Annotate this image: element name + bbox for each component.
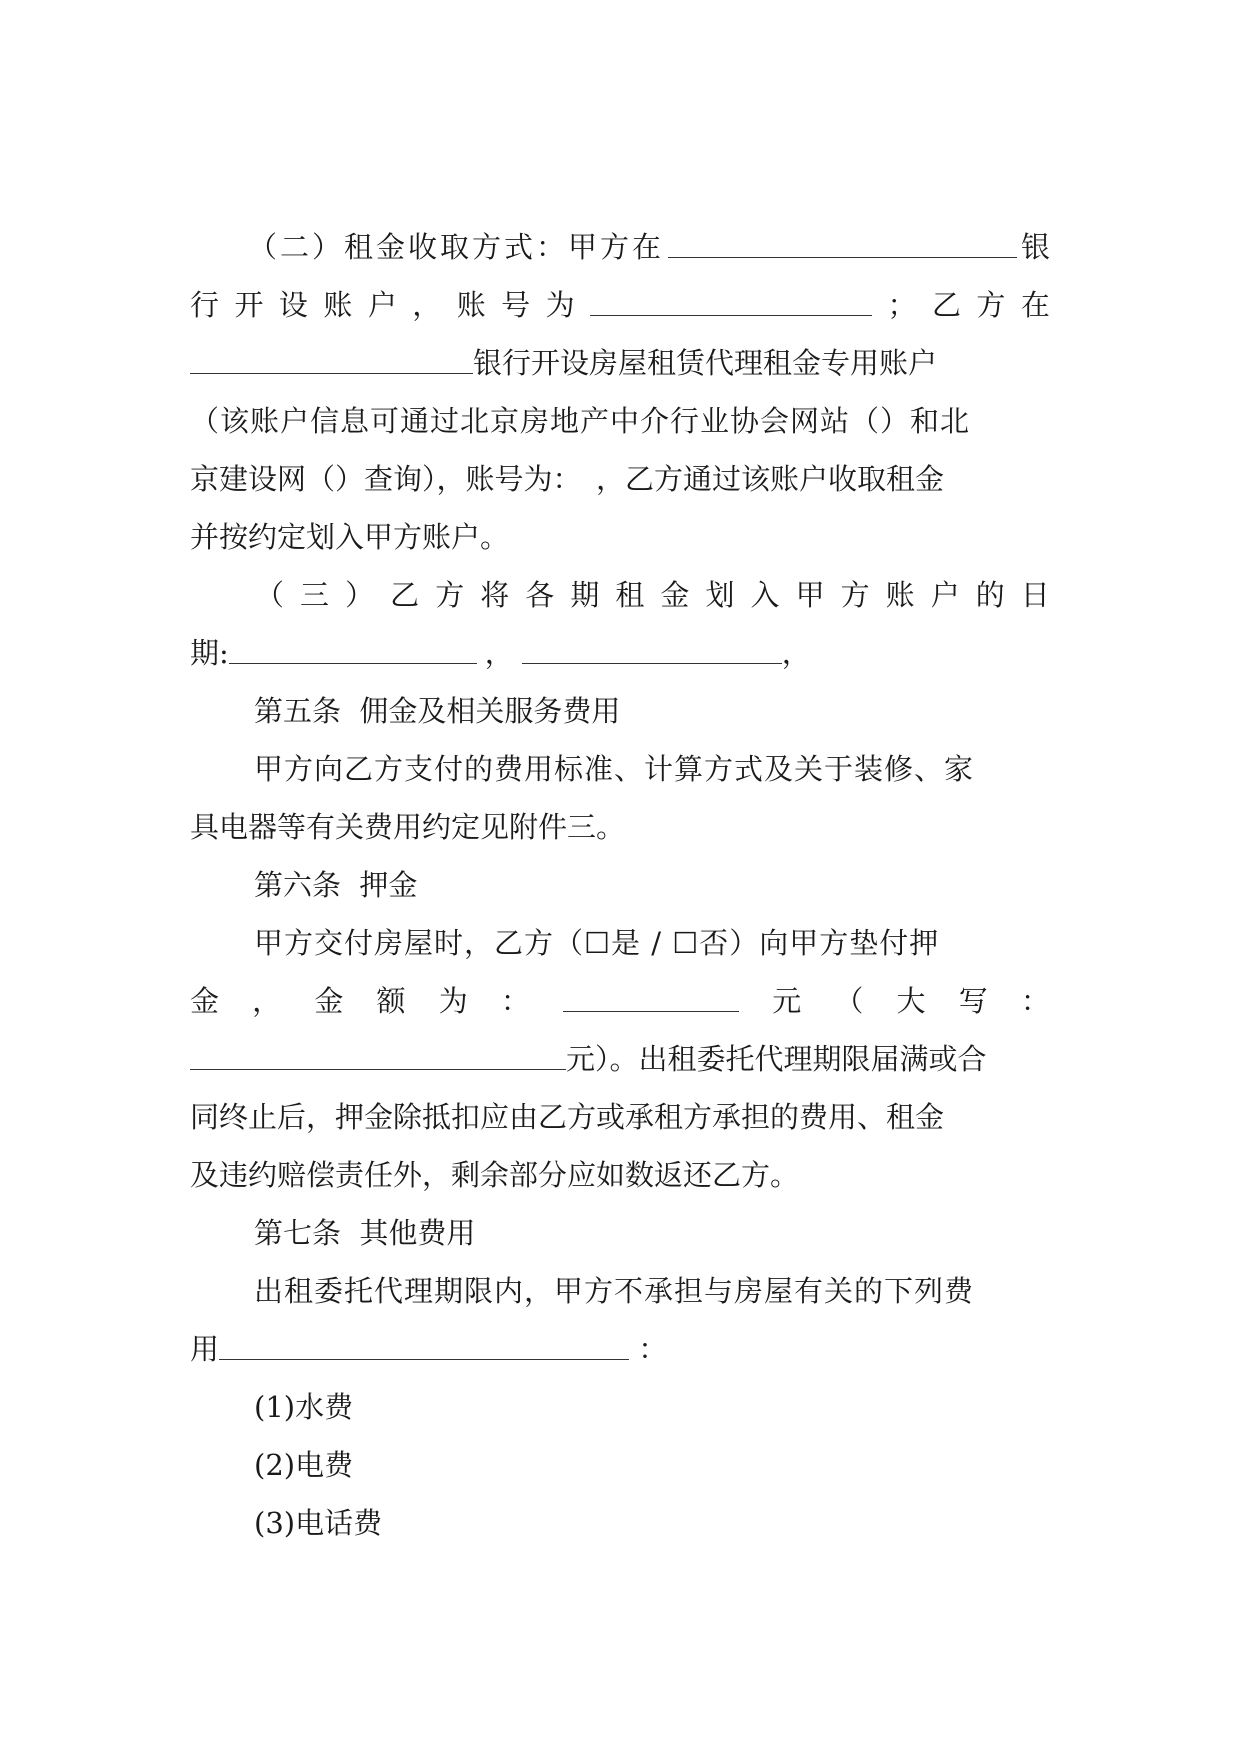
fee-item-electricity: (2)电费 (254, 1448, 354, 1482)
line-06: 京建设网（）查询），账号为： ，乙方通过该账户收取租金 (190, 462, 945, 496)
line-02 (190, 227, 1050, 267)
l08-char: 日 (1020, 578, 1050, 612)
l08-char: 账 (885, 578, 915, 612)
l15-char: ， (252, 984, 282, 1018)
l15-char: ： (1020, 984, 1050, 1018)
l03-char: 设 (278, 288, 308, 322)
line-09-blank-1 (229, 633, 477, 664)
fee-item-phone: (3)电话费 (254, 1506, 383, 1540)
l08-char: 的 (975, 578, 1005, 612)
l08-char: 各 (525, 578, 555, 612)
line-07: 并按约定划入甲方账户。 (190, 520, 510, 554)
section-7-heading: 第七条 其他费用 (254, 1216, 476, 1250)
line-16-blank (190, 1039, 566, 1070)
l08-char: 三 (300, 578, 330, 612)
l15-char: 额 (376, 984, 406, 1018)
l08-char: ） (345, 578, 375, 612)
l08-char: （ (255, 578, 285, 612)
line-04-blank (190, 343, 473, 374)
l15-blank (563, 981, 739, 1012)
l03-char: 在 (1020, 288, 1050, 322)
line-16 (190, 1039, 1050, 1079)
line-04 (190, 343, 1050, 383)
l15-char: 金 (190, 984, 220, 1018)
l08-char: 户 (930, 578, 960, 612)
line-21-colon: ： (629, 1332, 668, 1366)
l08-char: 甲 (795, 578, 825, 612)
line-16-text: 元）。出租委托代理期限届满或合 (566, 1042, 987, 1076)
line-09-sep-2: ， (781, 636, 811, 670)
line-09-blank-2 (522, 633, 782, 664)
l08-char: 方 (435, 578, 465, 612)
l03-char: 为 (545, 288, 575, 322)
l03-char: 号 (501, 288, 531, 322)
l08-char: 乙 (390, 578, 420, 612)
line-15 (190, 981, 1050, 1021)
l15-char: 金 (314, 984, 344, 1018)
line-08 (255, 575, 1050, 615)
l08-char: 金 (660, 578, 690, 612)
line-02-text-b: 银 (1020, 230, 1050, 264)
l08-char: 期 (570, 578, 600, 612)
line-21 (190, 1329, 1050, 1369)
line-02-blank (668, 227, 1017, 258)
l08-char: 入 (750, 578, 780, 612)
l08-char: 划 (705, 578, 735, 612)
section-6-heading: 第六条 押金 (254, 868, 418, 902)
l03-char: ； (887, 288, 917, 322)
l03-char: 开 (234, 288, 264, 322)
l03-char: 乙 (931, 288, 961, 322)
l08-char: 将 (480, 578, 510, 612)
l03-char: 账 (456, 288, 486, 322)
line-14: 甲方交付房屋时，乙方（☐是 / ☐否）向甲方垫付押 (254, 926, 940, 960)
l03-char: 户 (367, 288, 397, 322)
line-17: 同终止后，押金除抵扣应由乙方或承租方承担的费用、租金 (190, 1100, 945, 1134)
l15-char: ： (500, 984, 530, 1018)
line-09-sep-1: ， (484, 636, 514, 670)
l15-char: （ (834, 984, 864, 1018)
line-09-label: 期: (190, 636, 229, 670)
l03-char: 账 (323, 288, 353, 322)
l03-blank (590, 285, 872, 316)
l15-char: 元 (772, 984, 802, 1018)
l15-char: 写 (958, 984, 988, 1018)
line-09 (190, 633, 1050, 673)
fee-item-water: (1)水费 (254, 1390, 354, 1424)
l03-char: ， (412, 288, 442, 322)
l08-char: 租 (615, 578, 645, 612)
section-5-heading: 第五条 佣金及相关服务费用 (254, 694, 621, 728)
line-11: 甲方向乙方支付的费用标准、计算方式及关于装修、家 (254, 752, 975, 786)
line-05: （该账户信息可通过北京房地产中介行业协会网站（）和北 (190, 404, 971, 438)
line-01 (190, 168, 1050, 208)
line-21-blank (219, 1329, 629, 1360)
line-20: 出租委托代理期限内，甲方不承担与房屋有关的下列费 (254, 1274, 975, 1308)
line-02-text-a: （二）租金收取方式：甲方在 (248, 230, 665, 264)
line-03 (190, 285, 1050, 325)
l08-char: 方 (840, 578, 870, 612)
line-04-text: 银行开设房屋租赁代理租金专用账户 (473, 346, 938, 380)
l15-char: 为 (438, 984, 468, 1018)
l03-char: 行 (190, 288, 220, 322)
line-18: 及违约赔偿责任外，剩余部分应如数返还乙方。 (190, 1158, 800, 1192)
line-21-label: 用 (190, 1332, 220, 1366)
l03-char: 方 (976, 288, 1006, 322)
l15-char: 大 (896, 984, 926, 1018)
line-12: 具电器等有关费用约定见附件三。 (190, 810, 626, 844)
